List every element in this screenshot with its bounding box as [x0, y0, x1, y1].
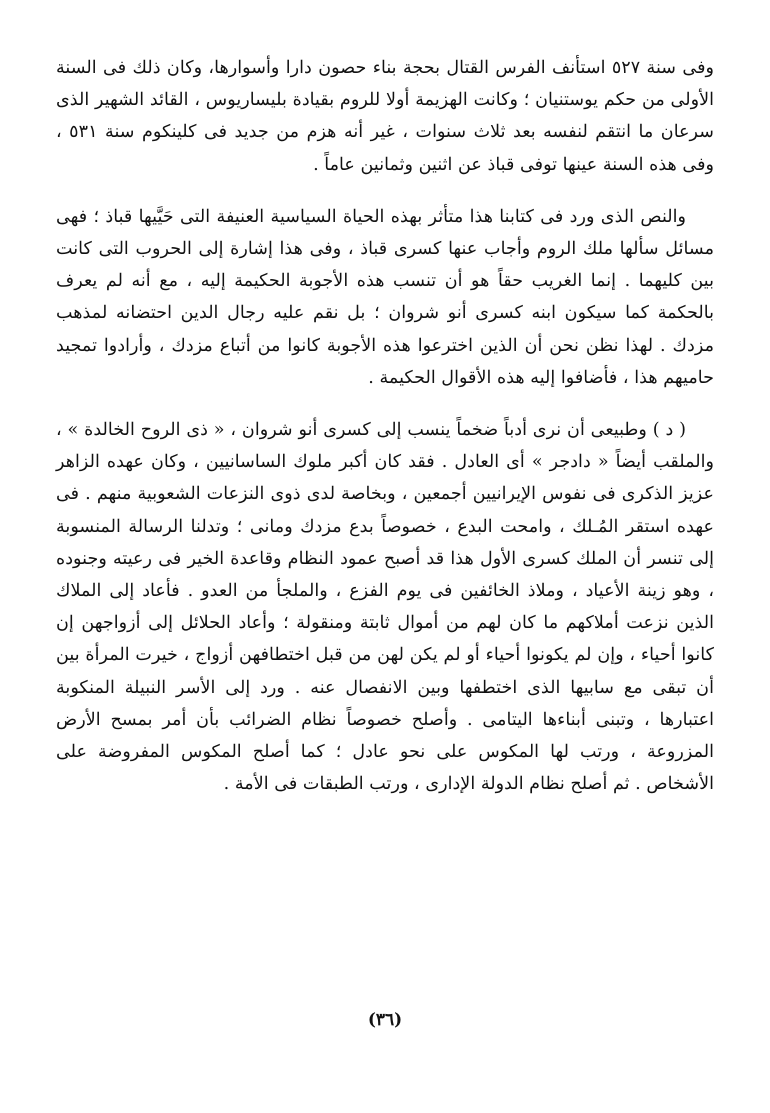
paragraph-2: والنص الذى ورد فى كتابنا هذا متأثر بهذه الحياة السياسية العنيفة التى حَيَّيها قباذ ؛ فهى مسائل سألها ملك الروم وأجاب عنها كسرى قباذ ، وفى هذا إشارة إلى الحروب التى كانت بين كليهما . إنما الغريب حقاً هو أن تنسب هذه الأجوبة الحكيمة إليه ، مع أنه لم يعرف بالحكمة كما سيكون ابنه كسرى أنو شروان ؛ بل نقم عليه رجال الدين احتضانه لمذهب مزدك . لهذا نظن نحن أن الذين اخترعوا هذه الأجوبة كانوا من أتباع مزدك ، وأرادوا تمجيد حاميهم هذا ، فأضافوا إليه هذه الأقوال الحكيمة .: [56, 206, 714, 388]
page-number: (٣٦): [367, 1010, 403, 1030]
paragraph-1: وفى سنة ٥٢٧ استأنف الفرس القتال بحجة بناء حصون دارا وأسوارها، وكان ذلك فى السنة الأولى من حكم يوستنيان ؛ وكانت الهزيمة أولا للروم بقيادة بليساريوس ، القائد الشهير الذى سرعان ما انتقم لنفسه بعد ثلاث سنوات ، غير أنه هزم من جديد فى كلينكوم سنة ٥٣١ ، وفى هذه السنة عينها توفى قباذ عن اثنين وثمانين عاماً .: [56, 58, 714, 175]
body-text: [56, 52, 714, 800]
paragraph-3: ( د ) وطبيعى أن نرى أدباً ضخماً ينسب إلى كسرى أنو شروان ، « ذى الروح الخالدة » ، والملقب أيضاً « دادجر » أى العادل . فقد كان أكبر ملوك الساسانيين ، وكان عهده الزاهر عزيز الذكرى فى نفوس الإيرانيين أجمعين ، وبخاصة لدى ذوى النزعات الشعوبية منهم . فى عهده استقر المُـلك ، وامحت البدع ، خصوصاً بدع مزدك ومانى ؛ وتدلنا الرسالة المنسوبة إلى تنسر أن الملك كسرى الأول هذا قد أصبح عمود النظام وقاعدة الخير فى رعيته وجنوده ، وهو زينة الأعياد ، وملاذ الخائفين فى يوم الفزع ، والملجأ من العدو . فأعاد إلى الملاك الذين نزعت أملاكهم ما كان لهم من أموال ثابتة ومنقولة ؛ وأعاد الحلائل إلى أزواجهن إن كانوا أحياء ، وإن لم يكونوا أحياء أو لم يكن لهن من قبل اختطافهن أزواج ، خيرت المرأة بين أن تبقى مع سابيها الذى اختطفها وبين الانفصال عنه . ورد إلى الأسر النبيلة المنكوبة اعتبارها ، وتبنى أبناءها اليتامى . وأصلح خصوصاً نظام الضرائب بأن أمر بمسح الأرض المزروعة ، ورتب لها المكوس على نحو عادل ؛ كما أصلح المكوس المفروضة على الأشخاص . ثم أصلح نظام الدولة الإدارى ، ورتب الطبقات فى الأمة .: [56, 420, 714, 795]
